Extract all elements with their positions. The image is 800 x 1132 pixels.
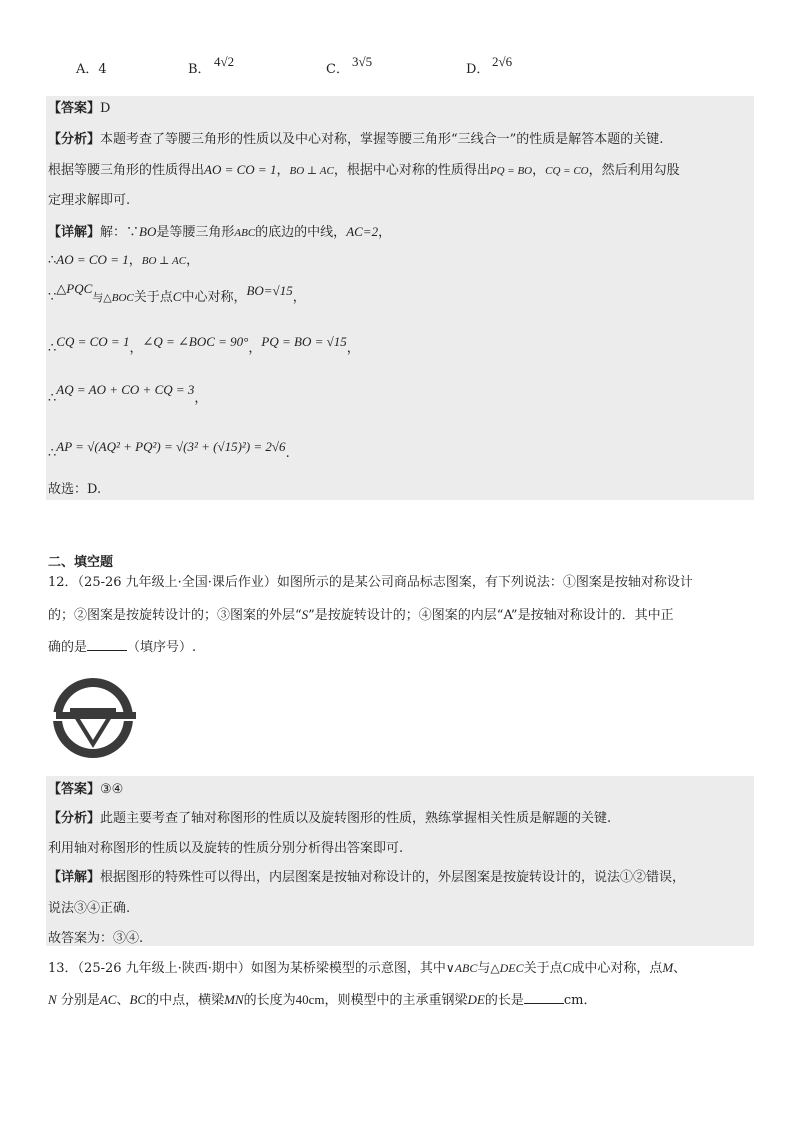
q11-answer-line: 【答案】D <box>48 101 111 116</box>
q12-answer-box <box>46 776 754 946</box>
q11-detail-line4: ∴CQ = CO = 1，∠Q = ∠BOC = 90°，PQ = BO = √15， <box>48 334 360 356</box>
q12-analysis-line1: 【分析】此题主要考查了轴对称图形的性质以及旋转图形的性质，熟练掌握相关性质是解题的关键. <box>48 811 612 826</box>
option-c-letter[interactable]: C． <box>326 62 349 77</box>
q13-line2: N 分别是AC、BC的中点，横梁MN的长度为40cm，则模型中的主承重钢梁DE的长是 cm． <box>48 992 597 1008</box>
q13-line1: 13．（25-26 九年级上·陕西·期中）如图为某桥梁模型的示意图，其中∨ABC与△DEC关于点C成中心对称，点M、 <box>48 960 687 976</box>
q11-analysis-line1: 【分析】本题考查了等腰三角形的性质以及中心对称，掌握等腰三角形“三线合一”的性质是解答本题的关键. <box>48 132 664 147</box>
q11-detail-line6: ∴AP = √(AQ² + PQ²) = √(3² + (√15)²) = 2√6. <box>48 439 290 461</box>
option-d-letter[interactable]: D． <box>466 62 490 77</box>
q12-detail-line1: 【详解】根据图形的特殊性可以得出，内层图案是按轴对称设计的，外层图案是按旋转设计的，说法①②错误， <box>48 870 686 885</box>
q12-detail-line2: 说法③④正确. <box>48 901 131 916</box>
q12-analysis-line2: 利用轴对称图形的性质以及旋转的性质分别分析得出答案即可. <box>48 841 404 856</box>
q11-detail-line5: ∴AQ = AO + CO + CQ = 3， <box>48 382 208 406</box>
q12-line2: 的；②图案是按旋转设计的；③图案的外层“S”是按旋转设计的；④图案的内层“A”是按轴对称设计的．其中正 <box>48 607 674 623</box>
q12-conclusion: 故答案为：③④. <box>48 931 144 946</box>
answer-blank[interactable] <box>87 638 127 651</box>
q12-line3: 确的是 （填序号）. <box>48 640 197 655</box>
q11-conclusion: 故选：D. <box>48 482 102 497</box>
company-logo-figure <box>46 676 142 762</box>
q11-analysis-line3: 定理求解即可. <box>48 193 131 208</box>
section-title: 二、填空题 <box>48 555 114 570</box>
q11-detail-line2: ∴AO = CO = 1，BO ⊥ AC， <box>48 252 200 268</box>
q11-detail-line3: ∵△PQC与△BOC关于点C中心对称，BO=√15， <box>48 281 306 305</box>
q12-answer-line: 【答案】③④ <box>48 782 124 797</box>
q11-analysis-line2: 根据等腰三角形的性质得出AO = CO = 1，BO ⊥ AC，根据中心对称的性质得出PQ = BO，CQ = CO，然后利用勾股 <box>48 162 680 178</box>
option-d-value: 2√6 <box>492 54 513 69</box>
q11-detail-line1: 【详解】解：∵BO是等腰三角形ABC的底边的中线，AC=2， <box>48 224 392 240</box>
option-a[interactable]: A．4 <box>76 62 107 77</box>
q12-line1: 12．（25-26 九年级上·全国·课后作业）如图所示的是某公司商品标志图案，有下列说法：①图案是按轴对称设计 <box>48 575 693 590</box>
option-b-letter[interactable]: B． <box>188 62 211 77</box>
answer-blank-q13[interactable] <box>524 991 564 1004</box>
option-b-value: 4√2 <box>214 54 235 69</box>
option-c-value: 3√5 <box>352 54 373 69</box>
